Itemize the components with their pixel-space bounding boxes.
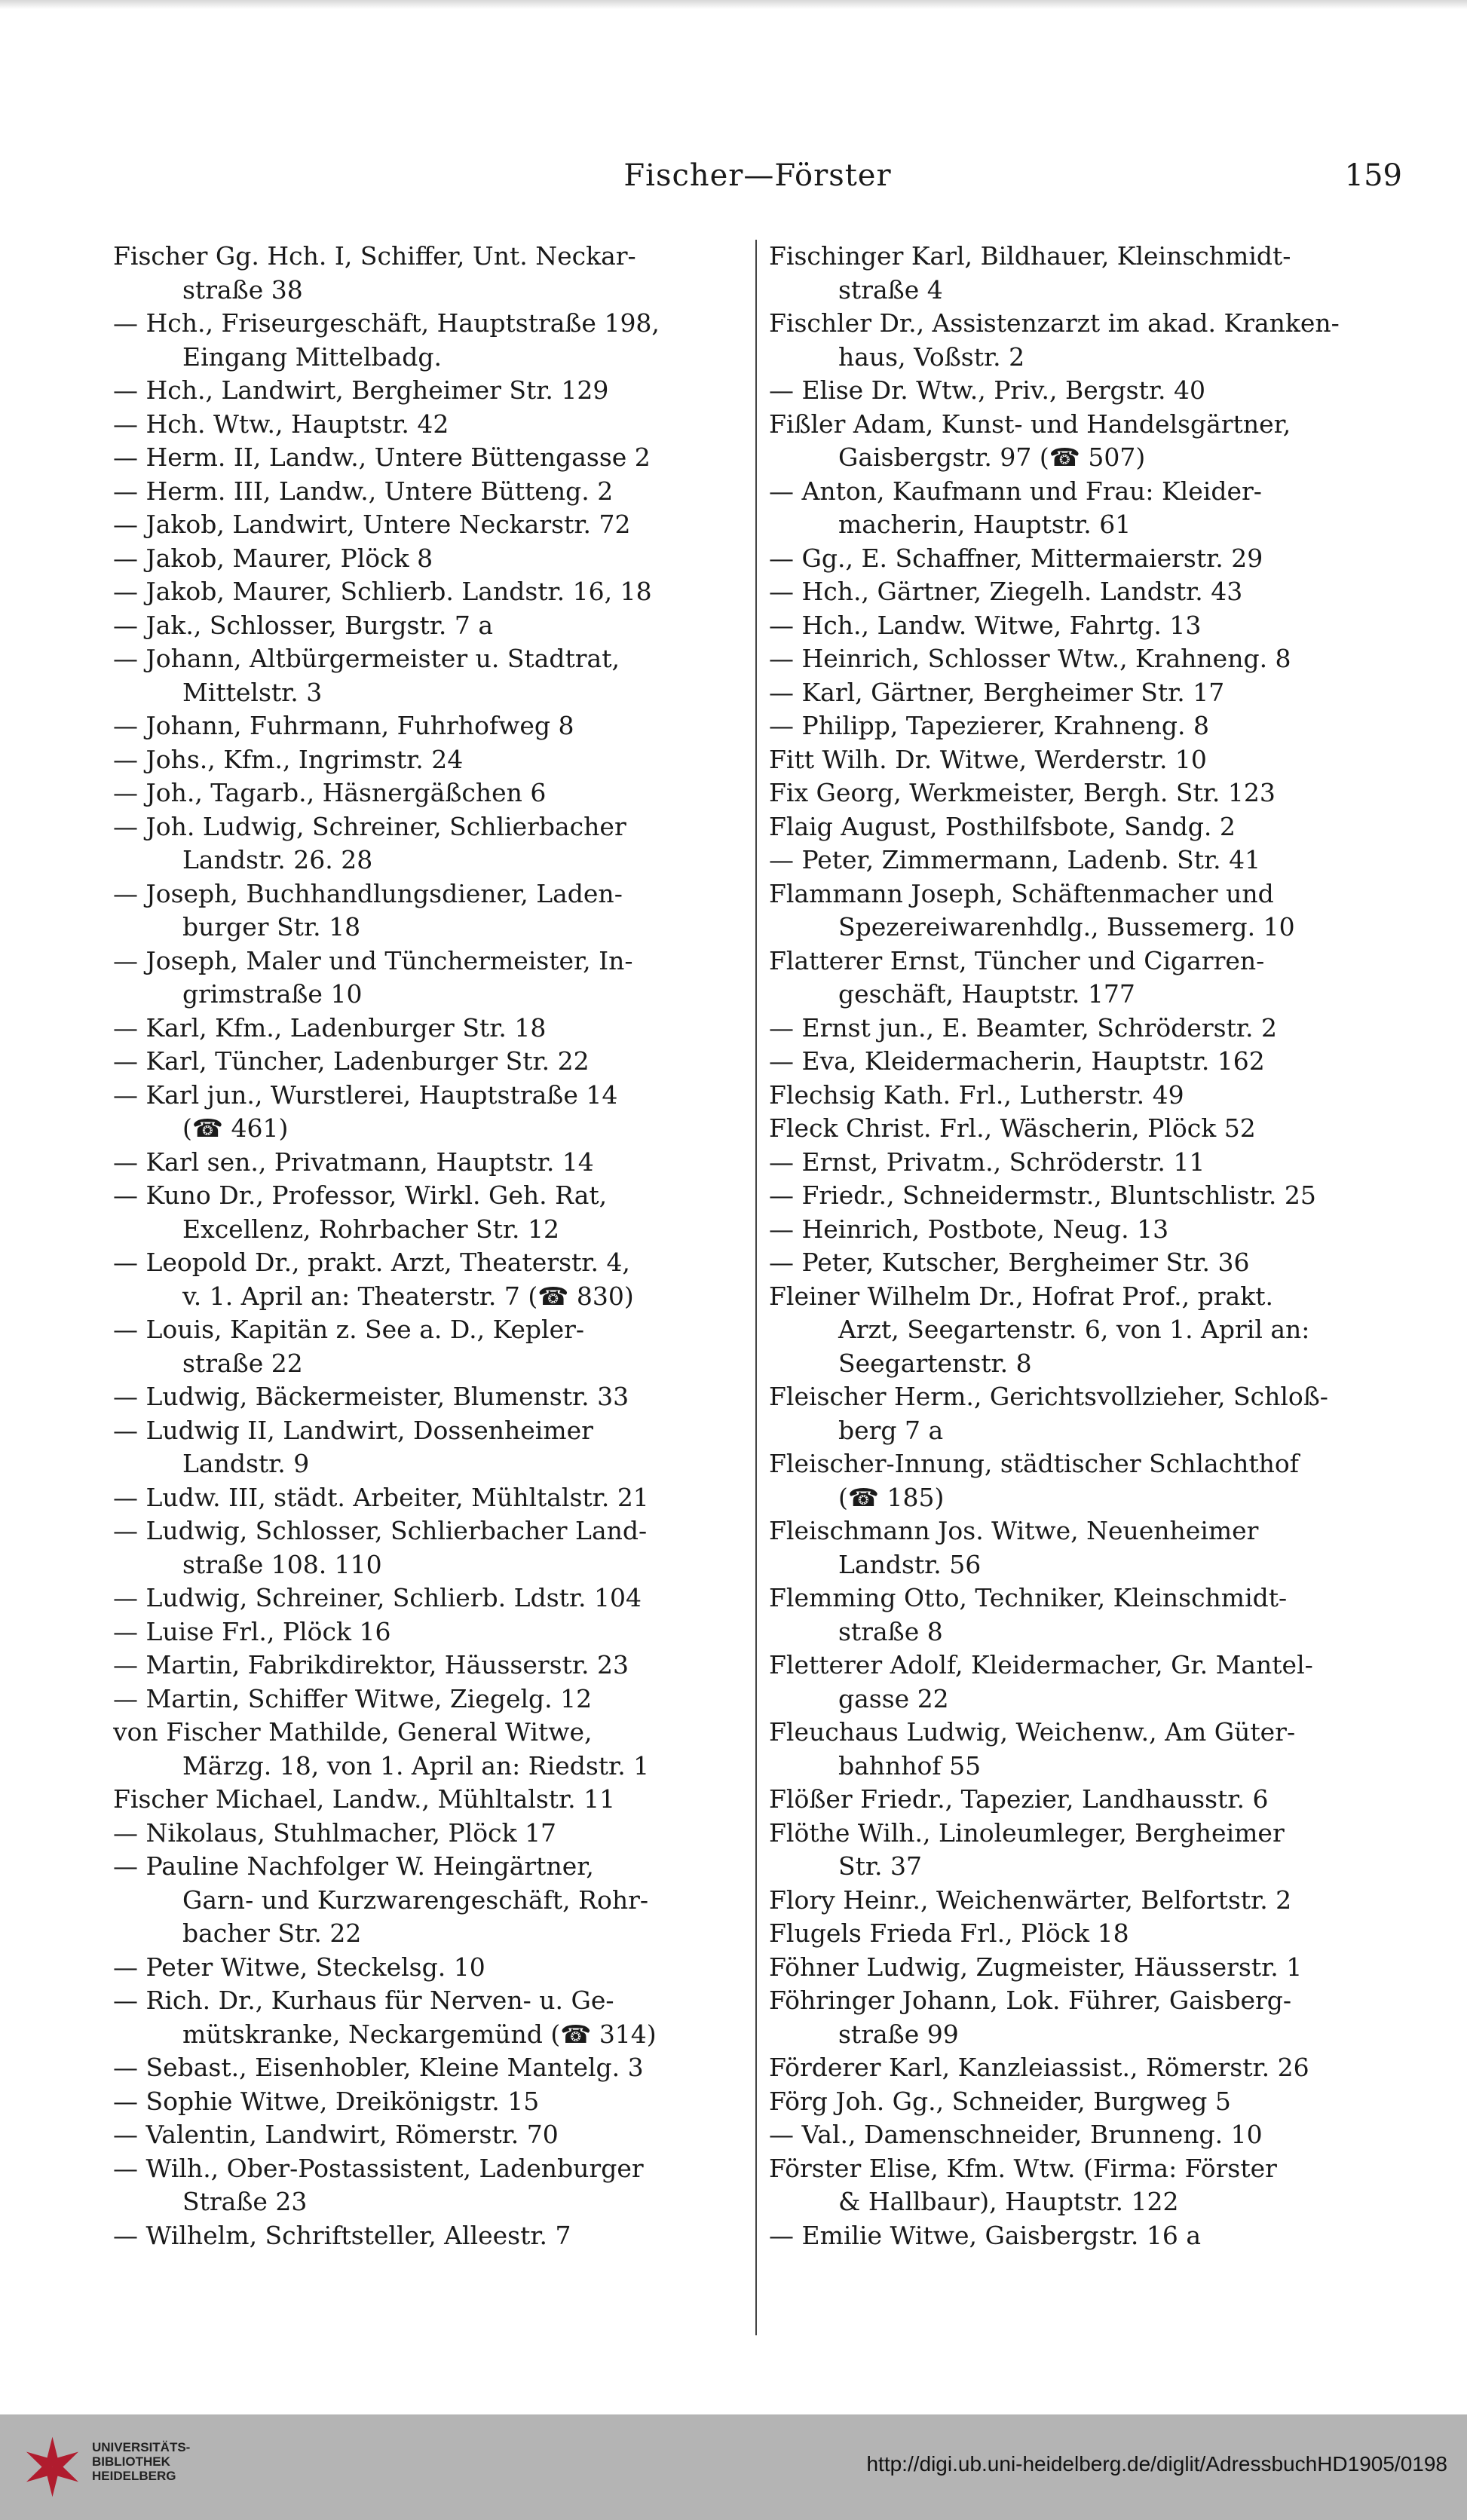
directory-entry — [769, 1917, 1406, 1951]
directory-entry — [113, 1514, 750, 1582]
entry-text: Fix Georg, Werkmeister, Bergh. Str. 123 — [769, 778, 1276, 807]
entry-text: — Heinrich, Postbote, Neug. 13 — [769, 1214, 1169, 1244]
right-column — [769, 240, 1406, 2252]
entry-text: — Karl jun., Wurstlerei, Hauptstraße 14 — [113, 1079, 618, 1110]
entry-text: — Karl, Tüncher, Ladenburger Str. 22 — [113, 1046, 590, 1076]
directory-entry — [113, 1045, 750, 1079]
directory-entry — [113, 1951, 750, 1985]
directory-entry — [113, 441, 750, 475]
library-name-line: HEIDELBERG — [92, 2469, 176, 2483]
entry-text: — Luise Frl., Plöck 16 — [113, 1616, 391, 1646]
entry-continuation: bahnhof 55 — [838, 1750, 982, 1781]
entry-text: — Jakob, Landwirt, Untere Neckarstr. 72 — [113, 510, 631, 539]
directory-entry — [113, 1481, 750, 1515]
entry-text: — Emilie Witwe, Gaisbergstr. 16 a — [769, 2220, 1202, 2250]
entry-text: Förg Joh. Gg., Schneider, Burgweg 5 — [769, 2086, 1231, 2116]
digitization-url-link[interactable]: http://digi.ub.uni-heidelberg.de/diglit/AdressbuchHD1905/0198 — [866, 2452, 1447, 2476]
directory-entry — [769, 810, 1406, 844]
directory-entry — [769, 1280, 1406, 1381]
entry-text: — Wilhelm, Schriftsteller, Alleestr. 7 — [113, 2220, 571, 2250]
directory-entry — [113, 1146, 750, 1180]
directory-entry — [113, 1079, 750, 1146]
directory-entry — [769, 642, 1406, 676]
entry-text: — Kuno Dr., Professor, Wirkl. Geh. Rat, — [113, 1180, 608, 1210]
entry-text: — Ludwig, Schlosser, Schlierbacher Land- — [113, 1516, 648, 1545]
library-name — [92, 2440, 190, 2483]
entry-text: Flechsig Kath. Frl., Lutherstr. 49 — [769, 1079, 1184, 1110]
entry-continuation: Gaisbergstr. 97 (☎ 507) — [838, 442, 1146, 472]
entry-text: — Nikolaus, Stuhlmacher, Plöck 17 — [113, 1817, 557, 1848]
directory-entry — [769, 1984, 1406, 2051]
entry-text: — Herm. II, Landw., Untere Büttengasse 2 — [113, 442, 651, 472]
entry-text: — Joseph, Buchhandlungsdiener, Laden- — [113, 878, 623, 908]
scan-edge — [0, 0, 1467, 9]
entry-text: — Herm. III, Landw., Untere Bütteng. 2 — [113, 476, 614, 506]
entry-continuation: grimstraße 10 — [182, 979, 363, 1009]
entry-continuation: mütskranke, Neckargemünd (☎ 314) — [182, 2019, 657, 2049]
directory-entry — [113, 1649, 750, 1683]
library-name-line: UNIVERSITÄTS- — [92, 2440, 191, 2454]
directory-entry — [769, 542, 1406, 576]
left-column — [113, 240, 750, 2252]
entry-text: Förster Elise, Kfm. Wtw. (Firma: Förster — [769, 2153, 1277, 2183]
entry-text: Fleischer-Innung, städtischer Schlachthof — [769, 1449, 1299, 1478]
directory-entry — [113, 1984, 750, 2051]
entry-text: Fleuchaus Ludwig, Weichenw., Am Güter- — [769, 1717, 1296, 1747]
directory-entry — [769, 475, 1406, 542]
directory-entry — [769, 776, 1406, 810]
directory-entry — [769, 2051, 1406, 2085]
entry-text: Fleiner Wilhelm Dr., Hofrat Prof., prakt. — [769, 1281, 1273, 1311]
entry-continuation: Str. 37 — [838, 1851, 922, 1881]
directory-entry — [769, 1447, 1406, 1514]
entry-text: — Joh. Ludwig, Schreiner, Schlierbacher — [113, 811, 626, 841]
directory-entry — [769, 2118, 1406, 2152]
entry-continuation: gasse 22 — [838, 1683, 949, 1713]
page-header — [113, 158, 1402, 204]
entry-text: Flöthe Wilh., Linoleumleger, Bergheimer — [769, 1817, 1285, 1848]
directory-entry — [113, 408, 750, 442]
directory-entry — [769, 1112, 1406, 1146]
entry-text: — Heinrich, Schlosser Wtw., Krahneng. 8 — [769, 644, 1291, 673]
entry-text: — Elise Dr. Wtw., Priv., Bergstr. 40 — [769, 375, 1205, 405]
entry-text: — Peter Witwe, Steckelsg. 10 — [113, 1952, 485, 1982]
entry-continuation: & Hallbaur), Hauptstr. 122 — [838, 2187, 1179, 2216]
entry-text: — Martin, Fabrikdirektor, Häusserstr. 23 — [113, 1650, 629, 1679]
directory-entry — [113, 743, 750, 777]
entry-text: Flaig August, Posthilfsbote, Sandg. 2 — [769, 811, 1236, 841]
directory-entry — [113, 1615, 750, 1649]
directory-entry — [769, 1380, 1406, 1447]
entry-text: — Ernst, Privatm., Schröderstr. 11 — [769, 1147, 1205, 1177]
entry-continuation: straße 4 — [838, 274, 943, 305]
entry-continuation: burger Str. 18 — [182, 912, 361, 942]
entry-text: — Ludwig II, Landwirt, Dossenheimer — [113, 1415, 593, 1445]
entry-text: — Friedr., Schneidermstr., Bluntschlistr. 25 — [769, 1180, 1316, 1210]
university-seal-icon — [17, 2431, 88, 2503]
directory-entry — [113, 1313, 750, 1380]
entry-text: — Peter, Kutscher, Bergheimer Str. 36 — [769, 1248, 1250, 1277]
entry-continuation: Garn- und Kurzwarengeschäft, Rohr- — [182, 1885, 648, 1915]
directory-entry — [113, 475, 750, 509]
entry-text: — Hch., Friseurgeschäft, Hauptstraße 198, — [113, 308, 660, 338]
entry-continuation: geschäft, Hauptstr. 177 — [838, 979, 1135, 1009]
directory-entry — [113, 776, 750, 810]
entry-continuation: Landstr. 26. 28 — [182, 845, 373, 874]
entry-continuation: straße 22 — [182, 1348, 303, 1378]
entry-text: Flory Heinr., Weichenwärter, Belfortstr. 2 — [769, 1885, 1292, 1915]
directory-entry — [113, 1380, 750, 1414]
entry-text: — Hch., Landw. Witwe, Fahrtg. 13 — [769, 610, 1202, 640]
directory-entry — [113, 2152, 750, 2219]
entry-text: Flammann Joseph, Schäftenmacher und — [769, 878, 1274, 908]
directory-entry — [113, 307, 750, 374]
entry-text: — Wilh., Ober-Postassistent, Ladenburger — [113, 2153, 644, 2183]
directory-entry — [769, 844, 1406, 877]
entry-text: — Philipp, Tapezierer, Krahneng. 8 — [769, 711, 1210, 740]
entry-continuation: Straße 23 — [182, 2187, 308, 2216]
entry-text: Fletterer Adolf, Kleidermacher, Gr. Mantel- — [769, 1650, 1313, 1679]
directory-entry — [113, 1179, 750, 1246]
directory-entry — [769, 1213, 1406, 1247]
entry-text: — Karl, Kfm., Ladenburger Str. 18 — [113, 1012, 547, 1043]
directory-entry — [113, 642, 750, 709]
entry-continuation: Seegartenstr. 8 — [838, 1348, 1032, 1378]
entry-text: — Sophie Witwe, Dreikönigstr. 15 — [113, 2086, 540, 2116]
entry-text: Flößer Friedr., Tapezier, Landhausstr. 6 — [769, 1784, 1269, 1814]
running-title: Fischer—Förster — [623, 158, 892, 193]
entry-text: — Joseph, Maler und Tünchermeister, In- — [113, 945, 633, 975]
directory-entry — [113, 575, 750, 609]
directory-entry — [113, 1716, 750, 1783]
entry-continuation: straße 99 — [838, 2019, 959, 2049]
directory-entry — [113, 1012, 750, 1046]
entry-text: Fißler Adam, Kunst- und Handelsgärtner, — [769, 409, 1291, 439]
entry-text: — Karl, Gärtner, Bergheimer Str. 17 — [769, 677, 1225, 707]
directory-entry — [769, 307, 1406, 374]
entry-continuation: Landstr. 56 — [838, 1549, 982, 1579]
entry-text: — Ludwig, Bäckermeister, Blumenstr. 33 — [113, 1382, 629, 1411]
entry-continuation: (☎ 185) — [838, 1482, 945, 1512]
entry-continuation: bacher Str. 22 — [182, 1918, 362, 1948]
directory-entry — [769, 408, 1406, 475]
entry-continuation: v. 1. April an: Theaterstr. 7 (☎ 830) — [182, 1281, 634, 1311]
directory-entry — [769, 1514, 1406, 1582]
entry-continuation: Arzt, Seegartenstr. 6, von 1. April an: — [838, 1315, 1310, 1344]
entry-text: — Karl sen., Privatmann, Hauptstr. 14 — [113, 1147, 594, 1177]
entry-continuation: Landstr. 9 — [182, 1449, 310, 1478]
directory-entry — [769, 374, 1406, 408]
entry-continuation: Mittelstr. 3 — [182, 677, 323, 707]
directory-entry — [113, 2085, 750, 2119]
directory-entry — [769, 1012, 1406, 1046]
directory-entry — [769, 1045, 1406, 1079]
directory-entry — [769, 676, 1406, 710]
entry-text: — Hch. Wtw., Hauptstr. 42 — [113, 409, 449, 439]
entry-text: Fleck Christ. Frl., Wäscherin, Plöck 52 — [769, 1113, 1256, 1143]
entry-text: Fischer Michael, Landw., Mühltalstr. 11 — [113, 1784, 616, 1814]
entry-text: — Valentin, Landwirt, Römerstr. 70 — [113, 2120, 559, 2149]
entry-text: Fischinger Karl, Bildhauer, Kleinschmidt- — [769, 241, 1291, 271]
entry-text: Föhringer Johann, Lok. Führer, Gaisberg- — [769, 1986, 1292, 2015]
directory-entry — [769, 1582, 1406, 1649]
directory-entry — [113, 2051, 750, 2085]
directory-entry — [113, 945, 750, 1012]
entry-text: — Joh., Tagarb., Häsnergäßchen 6 — [113, 778, 547, 807]
entry-text: — Jakob, Maurer, Plöck 8 — [113, 543, 433, 573]
directory-entry — [113, 374, 750, 408]
directory-entry — [769, 609, 1406, 643]
directory-entry — [769, 2152, 1406, 2219]
entry-text: — Jak., Schlosser, Burgstr. 7 a — [113, 610, 494, 640]
entry-text: — Rich. Dr., Kurhaus für Nerven- u. Ge- — [113, 1986, 614, 2015]
directory-entry — [113, 1817, 750, 1851]
directory-entry — [769, 1246, 1406, 1280]
directory-entry — [769, 945, 1406, 1012]
entry-continuation: berg 7 a — [838, 1415, 944, 1445]
directory-entry — [113, 810, 750, 877]
entry-text: — Ludw. III, städt. Arbeiter, Mühltalstr. 21 — [113, 1482, 649, 1512]
directory-entry — [769, 240, 1406, 307]
directory-entry — [769, 1951, 1406, 1985]
entry-text: von Fischer Mathilde, General Witwe, — [113, 1717, 593, 1747]
entry-text: Fischer Gg. Hch. I, Schiffer, Unt. Neckar- — [113, 241, 636, 271]
entry-text: Fischler Dr., Assistenzarzt im akad. Kranken- — [769, 308, 1340, 338]
entry-continuation: straße 108. 110 — [182, 1549, 382, 1579]
directory-entry — [113, 709, 750, 743]
directory-entry — [769, 1179, 1406, 1213]
directory-entry — [113, 1783, 750, 1817]
entry-text: — Johs., Kfm., Ingrimstr. 24 — [113, 744, 464, 774]
entry-text: — Martin, Schiffer Witwe, Ziegelg. 12 — [113, 1683, 593, 1713]
directory-entry — [113, 1582, 750, 1615]
directory-entry — [113, 877, 750, 945]
directory-entry — [769, 1716, 1406, 1783]
directory-entry — [769, 2219, 1406, 2253]
entry-continuation: Spezereiwarenhdlg., Bussemerg. 10 — [838, 912, 1295, 942]
directory-entry — [113, 508, 750, 542]
directory-entry — [769, 1649, 1406, 1716]
directory-entry — [113, 542, 750, 576]
entry-continuation: (☎ 461) — [182, 1113, 289, 1143]
entry-text: Fleischer Herm., Gerichtsvollzieher, Schloß- — [769, 1382, 1328, 1411]
entry-continuation: haus, Voßstr. 2 — [838, 341, 1025, 372]
entry-text: — Pauline Nachfolger W. Heingärtner, — [113, 1851, 594, 1881]
directory-entry — [769, 1783, 1406, 1817]
entry-continuation: straße 38 — [182, 274, 303, 305]
entry-text: — Ludwig, Schreiner, Schlierb. Ldstr. 104 — [113, 1583, 642, 1612]
entry-continuation: straße 8 — [838, 1616, 943, 1646]
directory-entry — [769, 877, 1406, 945]
entry-text: Flemming Otto, Techniker, Kleinschmidt- — [769, 1583, 1288, 1612]
directory-entry — [113, 1414, 750, 1481]
entry-text: Flugels Frieda Frl., Plöck 18 — [769, 1918, 1129, 1948]
page-number: 159 — [1344, 158, 1402, 193]
entry-text: — Hch., Landwirt, Bergheimer Str. 129 — [113, 375, 609, 405]
entry-text: — Sebast., Eisenhobler, Kleine Mantelg. 3 — [113, 2053, 644, 2082]
directory-entry — [113, 1683, 750, 1716]
directory-entry — [769, 709, 1406, 743]
column-divider — [755, 240, 757, 2335]
entry-text: — Eva, Kleidermacherin, Hauptstr. 162 — [769, 1046, 1265, 1076]
directory-entry — [113, 2219, 750, 2253]
library-name-line: BIBLIOTHEK — [92, 2454, 170, 2469]
directory-entry — [769, 2085, 1406, 2119]
entry-text: — Hch., Gärtner, Ziegelh. Landstr. 43 — [769, 577, 1243, 606]
entry-text: — Gg., E. Schaffner, Mittermaierstr. 29 — [769, 543, 1263, 573]
directory-entry — [769, 1884, 1406, 1918]
entry-text: — Louis, Kapitän z. See a. D., Kepler- — [113, 1315, 585, 1344]
directory-entry — [769, 743, 1406, 777]
directory-entry — [769, 1079, 1406, 1113]
directory-entry — [769, 1146, 1406, 1180]
entry-text: Förderer Karl, Kanzleiassist., Römerstr. 26 — [769, 2053, 1309, 2082]
entry-text: Föhner Ludwig, Zugmeister, Häusserstr. 1 — [769, 1952, 1303, 1982]
directory-entry — [113, 609, 750, 643]
entry-text: — Ernst jun., E. Beamter, Schröderstr. 2 — [769, 1012, 1277, 1043]
directory-entry — [769, 575, 1406, 609]
entry-text: — Leopold Dr., prakt. Arzt, Theaterstr. 4, — [113, 1248, 630, 1277]
entry-continuation: macherin, Hauptstr. 61 — [838, 510, 1132, 539]
directory-entry — [113, 2118, 750, 2152]
footer-bar — [0, 2414, 1467, 2520]
directory-entry — [113, 240, 750, 307]
entry-text: Fleischmann Jos. Witwe, Neuenheimer — [769, 1516, 1259, 1545]
entry-text: — Jakob, Maurer, Schlierb. Landstr. 16, 18 — [113, 577, 652, 606]
entry-continuation: Eingang Mittelbadg. — [182, 341, 443, 372]
entry-text: — Johann, Fuhrmann, Fuhrhofweg 8 — [113, 711, 574, 740]
entry-continuation: Märzg. 18, von 1. April an: Riedstr. 1 — [182, 1750, 650, 1781]
entry-text: — Johann, Altbürgermeister u. Stadtrat, — [113, 644, 620, 673]
entry-text: — Peter, Zimmermann, Ladenb. Str. 41 — [769, 845, 1261, 874]
entry-text: — Anton, Kaufmann und Frau: Kleider- — [769, 476, 1262, 506]
directory-entry — [113, 1246, 750, 1313]
entry-continuation: Excellenz, Rohrbacher Str. 12 — [182, 1214, 560, 1244]
directory-entry — [769, 1817, 1406, 1884]
directory-columns — [113, 240, 1402, 2335]
entry-text: Fitt Wilh. Dr. Witwe, Werderstr. 10 — [769, 744, 1207, 774]
directory-entry — [113, 1850, 750, 1951]
entry-text: — Val., Damenschneider, Brunneng. 10 — [769, 2120, 1263, 2149]
entry-text: Flatterer Ernst, Tüncher und Cigarren- — [769, 945, 1265, 975]
